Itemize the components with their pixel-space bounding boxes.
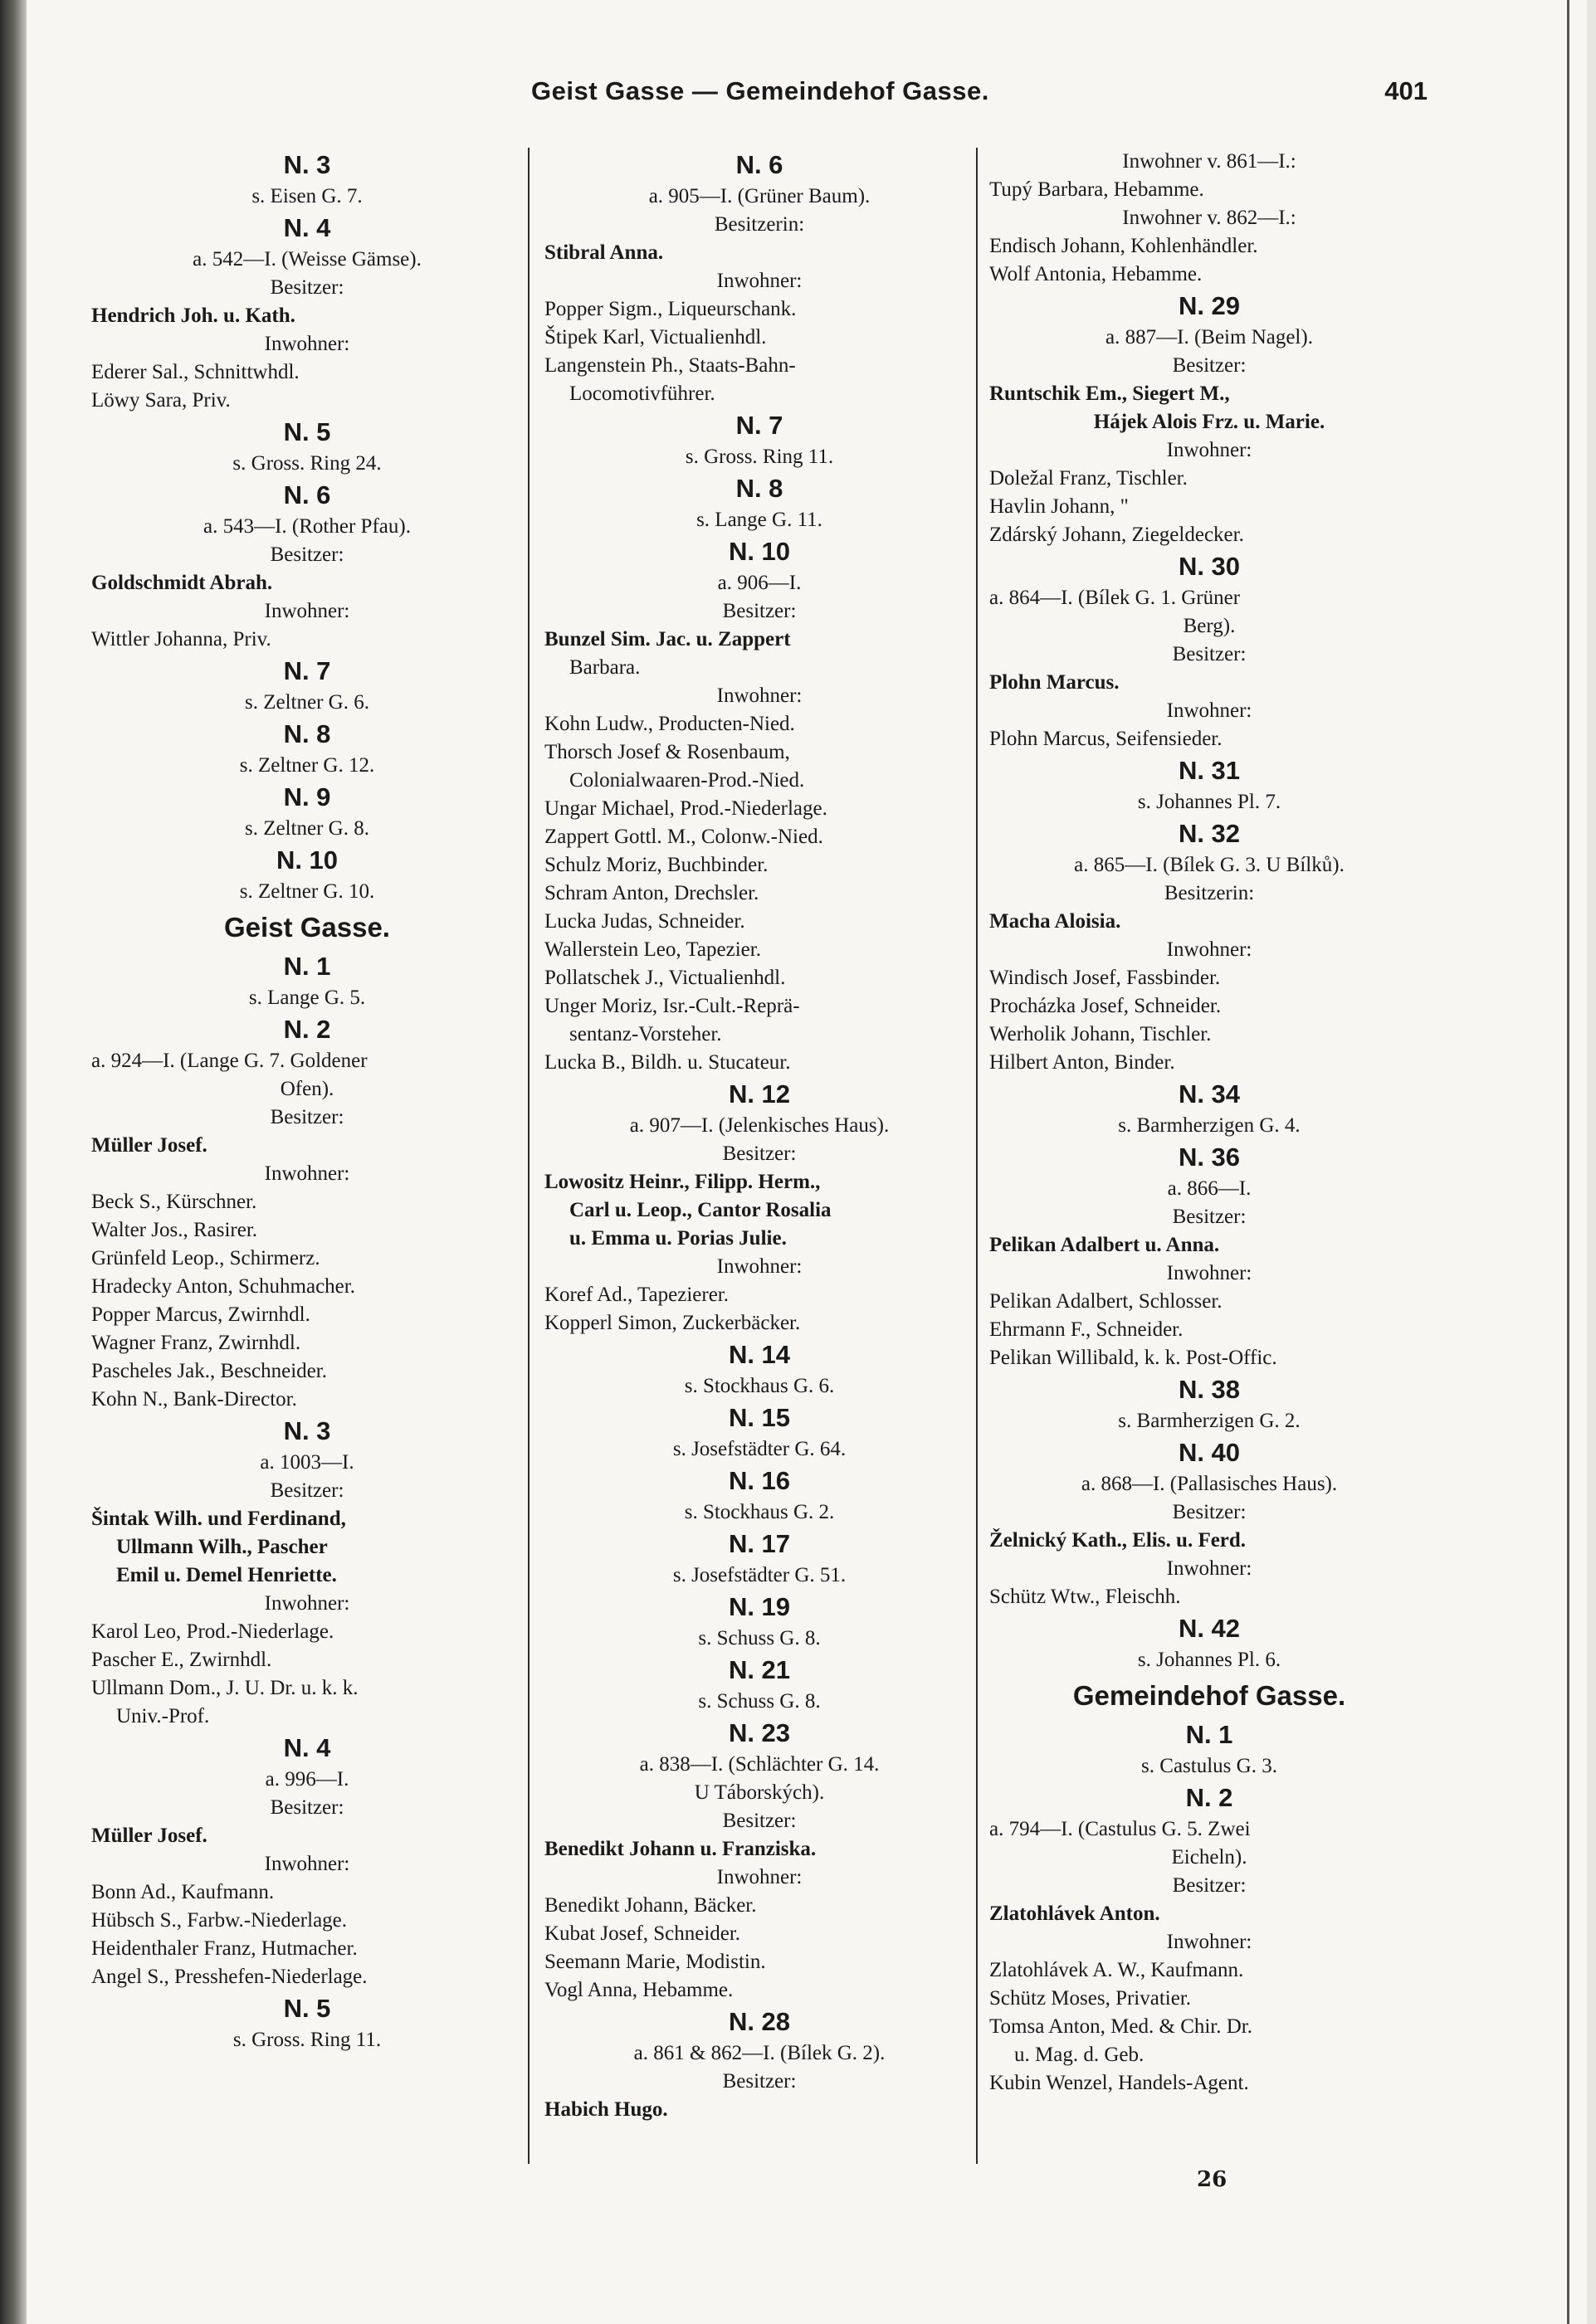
entry-line: Kopperl Simon, Zuckerbäcker. [544, 1312, 801, 1334]
house-number: N. 1 [283, 952, 331, 981]
house-number: N. 36 [1178, 1143, 1241, 1172]
entry-line: Tupý Barbara, Hebamme. [989, 178, 1204, 201]
entry-line: Procházka Josef, Schneider. [989, 995, 1222, 1017]
house-number: N. 34 [1178, 1079, 1241, 1108]
entry-line: Kubat Josef, Schneider. [544, 1922, 741, 1945]
entry-line: Besitzer: [1172, 1206, 1247, 1228]
entry-line: s. Johannes Pl. 7. [1137, 791, 1281, 813]
header-title: Geist Gasse — Gemeindehof Gasse. [531, 76, 989, 105]
house-number: N. 5 [283, 417, 331, 446]
entry-line: Pelikan Adalbert, Schlosser. [989, 1290, 1223, 1313]
entry-line: Benedikt Johann u. Franziska. [544, 1838, 817, 1860]
house-number: N. 7 [735, 411, 783, 440]
entry-line: Stibral Anna. [544, 241, 664, 264]
entry-line: Kubin Wenzel, Handels-Agent. [989, 2072, 1249, 2094]
signature-mark: 26 [1197, 2167, 1228, 2192]
house-number: N. 19 [728, 1592, 791, 1621]
entry-line: a. 794—I. (Castulus G. 5. Zwei [989, 1818, 1251, 1840]
entry-line: Pelikan Willibald, k. k. Post-Offic. [989, 1347, 1277, 1369]
house-number: N. 2 [283, 1015, 331, 1044]
entry-line: Inwohner: [1166, 439, 1252, 461]
entry-line: Lucka Judas, Schneider. [544, 910, 745, 933]
entry-line: Inwohner: [264, 1162, 350, 1185]
entry-line: Macha Aloisia. [989, 910, 1121, 933]
column-divider-1 [528, 148, 530, 2164]
entry-line: Doležal Franz, Tischler. [989, 467, 1188, 490]
entry-line: a. 838—I. (Schlächter G. 14. [639, 1753, 880, 1776]
entry-line: Pascheles Jak., Beschneider. [91, 1360, 327, 1382]
house-number: N. 38 [1178, 1375, 1241, 1404]
house-number: N. 32 [1178, 819, 1241, 848]
house-number: N. 29 [1178, 291, 1241, 320]
entry-line: Besitzer: [270, 1796, 344, 1819]
entry-line: Besitzer: [722, 1143, 797, 1165]
house-number: N. 12 [728, 1079, 791, 1108]
entry-line: Hradecky Anton, Schuhmacher. [91, 1275, 355, 1298]
entry-line: Goldschmidt Abrah. [91, 572, 273, 594]
entry-line: s. Lange G. 5. [248, 987, 366, 1009]
entry-line: a. 542—I. (Weisse Gämse). [193, 248, 422, 270]
entry-line: Inwohner v. 861—I.: [1122, 150, 1296, 173]
entry-line: Löwy Sara, Priv. [91, 389, 231, 412]
house-number: N. 21 [728, 1655, 791, 1684]
entry-line: Besitzer: [1172, 1874, 1247, 1897]
house-number: N. 31 [1178, 756, 1241, 785]
entry-line: Ungar Michael, Prod.-Niederlage. [544, 797, 827, 820]
entry-line: Vogl Anna, Hebamme. [544, 1979, 734, 2001]
entry-line: a. 907—I. (Jelenkisches Haus). [629, 1114, 890, 1137]
entry-line: Zappert Gottl. M., Colonw.-Nied. [544, 826, 823, 848]
entry-line: Berg). [1183, 615, 1236, 637]
entry-line: Thorsch Josef & Rosenbaum, [544, 741, 790, 763]
entry-line: Inwohner v. 862—I.: [1122, 207, 1296, 229]
entry-line: Schram Anton, Drechsler. [544, 882, 759, 904]
entry-line: s. Josefstädter G. 64. [672, 1438, 847, 1460]
entry-line: Karol Leo, Prod.-Niederlage. [91, 1620, 334, 1643]
entry-line: Inwohner: [264, 1592, 350, 1615]
entry-line: s. Barmherzigen G. 2. [1118, 1410, 1301, 1432]
entry-line: s. Gross. Ring 11. [685, 446, 834, 468]
entry-line: Ullmann Wilh., Pascher [116, 1536, 328, 1558]
house-number: N. 9 [283, 782, 331, 811]
entry-line: s. Gross. Ring 11. [232, 2029, 382, 2051]
entry-line: Hájek Alois Frz. u. Marie. [1093, 411, 1325, 433]
page-edge-rule [1567, 0, 1569, 2324]
entry-line: Inwohner: [1166, 1262, 1252, 1284]
entry-line: Tomsa Anton, Med. & Chir. Dr. [989, 2015, 1253, 2038]
entry-line: s. Zeltner G. 10. [239, 880, 375, 903]
entry-line: Lowositz Heinr., Filipp. Herm., [544, 1171, 821, 1193]
entry-line: Schulz Moriz, Buchbinder. [544, 854, 769, 876]
entry-line: a. 864—I. (Bílek G. 1. Grüner [989, 587, 1241, 609]
house-number: N. 1 [1185, 1720, 1233, 1749]
entry-line: s. Zeltner G. 8. [245, 817, 369, 840]
house-number: N. 8 [283, 719, 331, 748]
entry-line: Bonn Ad., Kaufmann. [91, 1881, 275, 1903]
entry-line: a. 924—I. (Lange G. 7. Goldener [91, 1050, 368, 1072]
column-2 [544, 148, 974, 2124]
entry-line: a. 868—I. (Pallasisches Haus). [1081, 1473, 1338, 1495]
entry-line: Wagner Franz, Zwirnhdl. [91, 1332, 301, 1354]
entry-line: s. Castulus G. 3. [1141, 1755, 1277, 1777]
entry-line: a. 996—I. [265, 1768, 349, 1791]
entry-line: Windisch Josef, Fassbinder. [989, 967, 1221, 989]
entry-line: Werholik Johann, Tischler. [989, 1023, 1212, 1045]
entry-line: s. Eisen G. 7. [251, 185, 363, 207]
entry-line: Inwohner: [1166, 938, 1252, 961]
entry-line: s. Lange G. 11. [696, 509, 822, 531]
entry-line: Endisch Johann, Kohlenhändler. [989, 235, 1258, 257]
entry-line: Pascher E., Zwirnhdl. [91, 1649, 272, 1671]
entry-line: s. Zeltner G. 6. [245, 691, 369, 714]
entry-line: Zdárský Johann, Ziegeldecker. [989, 524, 1244, 546]
entry-line: a. 905—I. (Grüner Baum). [648, 185, 871, 207]
entry-line: Wallerstein Leo, Tapezier. [544, 938, 761, 961]
entry-line: U Táborských). [694, 1781, 825, 1804]
entry-line: Langenstein Ph., Staats-Bahn- [544, 354, 796, 377]
entry-line: Zlatohlávek A. W., Kaufmann. [989, 1959, 1244, 1981]
column-3 [989, 148, 1429, 2097]
column-1 [91, 148, 523, 2054]
entry-line: Barbara. [569, 656, 641, 679]
entry-line: Inwohner: [1166, 1557, 1252, 1580]
entry-line: s. Josefstädter G. 51. [672, 1564, 847, 1586]
house-number: N. 42 [1178, 1614, 1241, 1643]
entry-line: Besitzer: [270, 543, 344, 566]
entry-line: Inwohner: [1166, 699, 1252, 722]
entry-line: s. Schuss G. 8. [698, 1690, 821, 1713]
entry-line: Kohn N., Bank-Director. [91, 1388, 297, 1410]
entry-line: Carl u. Leop., Cantor Rosalia [569, 1199, 832, 1221]
entry-line: Lucka B., Bildh. u. Stucateur. [544, 1051, 791, 1074]
entry-line: Besitzer: [722, 1810, 797, 1832]
entry-line: Zlatohlávek Anton. [989, 1903, 1160, 1925]
entry-line: Besitzerin: [714, 213, 805, 236]
entry-line: Runtschik Em., Siegert M., [989, 382, 1230, 405]
book-binding-edge [0, 0, 27, 2324]
entry-line: s. Stockhaus G. 2. [684, 1501, 835, 1523]
entry-line: Inwohner: [716, 1866, 803, 1888]
entry-line: Schütz Moses, Privatier. [989, 1987, 1192, 2010]
house-number: N. 8 [735, 474, 783, 503]
entry-line: Angel S., Presshefen-Niederlage. [91, 1966, 368, 1988]
entry-line: Seemann Marie, Modistin. [544, 1951, 766, 1973]
house-number: N. 17 [728, 1529, 791, 1558]
entry-line: Koref Ad., Tapezierer. [544, 1284, 729, 1306]
house-number: N. 16 [728, 1466, 791, 1495]
entry-line: Šintak Wilh. und Ferdinand, [91, 1508, 346, 1530]
entry-line: Besitzer: [722, 2070, 797, 2093]
entry-line: a. 1003—I. [260, 1451, 354, 1474]
entry-line: Inwohner: [716, 1255, 803, 1278]
entry-line: Locomotivführer. [569, 382, 715, 405]
entry-line: sentanz-Vorsteher. [569, 1023, 722, 1045]
house-number: N. 3 [283, 150, 331, 179]
street-heading: Geist Gasse. [224, 912, 390, 943]
house-number: N. 6 [283, 480, 331, 509]
entry-line: Besitzer: [270, 1479, 344, 1502]
entry-line: Hilbert Anton, Binder. [989, 1051, 1175, 1074]
house-number: N. 15 [728, 1403, 791, 1432]
street-heading: Gemeindehof Gasse. [1072, 1680, 1346, 1711]
entry-line: Müller Josef. [91, 1825, 207, 1847]
entry-line: Grünfeld Leop., Schirmerz. [91, 1247, 320, 1269]
entry-line: s. Barmherzigen G. 4. [1118, 1114, 1301, 1137]
entry-line: Inwohner: [716, 685, 803, 707]
page-number: 401 [1384, 76, 1428, 105]
entry-line: Popper Sigm., Liqueurschank. [544, 298, 797, 320]
entry-line: Besitzer: [1172, 1501, 1247, 1523]
entry-line: Inwohner: [264, 333, 350, 355]
entry-line: Ofen). [280, 1078, 334, 1100]
entry-line: Havlin Johann, " [989, 495, 1129, 518]
house-number: N. 5 [283, 1994, 331, 2023]
entry-line: Schütz Wtw., Fleischh. [989, 1586, 1181, 1608]
column-divider-2 [976, 148, 978, 2164]
house-number: N. 10 [728, 537, 791, 566]
entry-line: a. 543—I. (Rother Pfau). [203, 515, 411, 538]
entry-line: Hübsch S., Farbw.-Niederlage. [91, 1909, 348, 1932]
entry-line: Kohn Ludw., Producten-Nied. [544, 713, 795, 735]
entry-line: Besitzerin: [1164, 882, 1255, 904]
entry-line: Ullmann Dom., J. U. Dr. u. k. k. [91, 1677, 359, 1699]
entry-line: u. Mag. d. Geb. [1014, 2044, 1145, 2066]
entry-line: Besitzer: [1172, 643, 1247, 665]
entry-line: Inwohner: [264, 1853, 350, 1875]
entry-line: s. Schuss G. 8. [698, 1627, 821, 1649]
entry-line: Inwohner: [716, 270, 803, 292]
entry-line: Univ.-Prof. [116, 1705, 210, 1727]
entry-line: Emil u. Demel Henriette. [116, 1564, 337, 1586]
entry-line: Plohn Marcus. [989, 671, 1120, 694]
running-header [515, 76, 1428, 116]
entry-line: Benedikt Johann, Bäcker. [544, 1894, 757, 1917]
house-number: N. 23 [728, 1718, 791, 1747]
entry-line: a. 887—I. (Beim Nagel). [1105, 326, 1313, 348]
entry-line: Eicheln). [1171, 1846, 1247, 1868]
entry-line: Inwohner: [264, 600, 350, 622]
entry-line: a. 866—I. [1167, 1177, 1252, 1200]
house-number: N. 4 [283, 213, 331, 242]
entry-line: Popper Marcus, Zwirnhdl. [91, 1303, 310, 1326]
entry-line: Müller Josef. [91, 1134, 207, 1157]
house-number: N. 30 [1178, 552, 1241, 581]
house-number: N. 28 [728, 2007, 791, 2036]
entry-line: Ehrmann F., Schneider. [989, 1318, 1184, 1341]
entry-line: Štipek Karl, Victualienhdl. [544, 326, 767, 348]
entry-line: Bunzel Sim. Jac. u. Zappert [544, 628, 791, 650]
entry-line: Besitzer: [270, 1106, 344, 1128]
entry-line: Besitzer: [722, 600, 797, 622]
entry-line: Wittler Johanna, Priv. [91, 628, 271, 650]
entry-line: Heidenthaler Franz, Hutmacher. [91, 1937, 358, 1960]
entry-line: a. 865—I. (Bílek G. 3. U Bílků). [1074, 854, 1345, 876]
house-number: N. 40 [1178, 1438, 1241, 1467]
entry-line: Pollatschek J., Victualienhdl. [544, 967, 786, 989]
entry-line: Besitzer: [270, 276, 344, 299]
entry-line: u. Emma u. Porias Julie. [569, 1227, 787, 1250]
house-number: N. 3 [283, 1416, 331, 1445]
entry-line: Želnický Kath., Elis. u. Ferd. [989, 1529, 1247, 1552]
entry-line: Walter Jos., Rasirer. [91, 1219, 258, 1241]
entry-line: Pelikan Adalbert u. Anna. [989, 1234, 1220, 1256]
house-number: N. 14 [728, 1340, 791, 1369]
entry-line: Wolf Antonia, Hebamme. [989, 263, 1203, 285]
entry-line: Hendrich Joh. u. Kath. [91, 305, 295, 327]
entry-line: Habich Hugo. [544, 2098, 668, 2121]
entry-line: s. Stockhaus G. 6. [684, 1375, 835, 1397]
entry-line: Unger Moriz, Isr.-Cult.-Reprä- [544, 995, 800, 1017]
entry-line: a. 861 & 862—I. (Bílek G. 2). [633, 2042, 886, 2064]
house-number: N. 7 [283, 656, 331, 685]
entry-line: Colonialwaaren-Prod.-Nied. [569, 769, 805, 792]
house-number: N. 6 [735, 150, 783, 179]
entry-line: a. 906—I. [717, 572, 802, 594]
entry-line: s. Johannes Pl. 6. [1137, 1649, 1281, 1671]
entry-line: s. Gross. Ring 24. [232, 452, 382, 475]
entry-line: Ederer Sal., Schnittwhdl. [91, 361, 300, 383]
entry-line: Beck S., Kürschner. [91, 1191, 257, 1213]
house-number: N. 10 [276, 845, 339, 875]
house-number: N. 2 [1185, 1783, 1233, 1812]
entry-line: Besitzer: [1172, 354, 1247, 377]
entry-line: s. Zeltner G. 12. [239, 754, 375, 777]
entry-line: Plohn Marcus, Seifensieder. [989, 728, 1223, 750]
entry-line: Inwohner: [1166, 1931, 1252, 1953]
house-number: N. 4 [283, 1733, 331, 1762]
